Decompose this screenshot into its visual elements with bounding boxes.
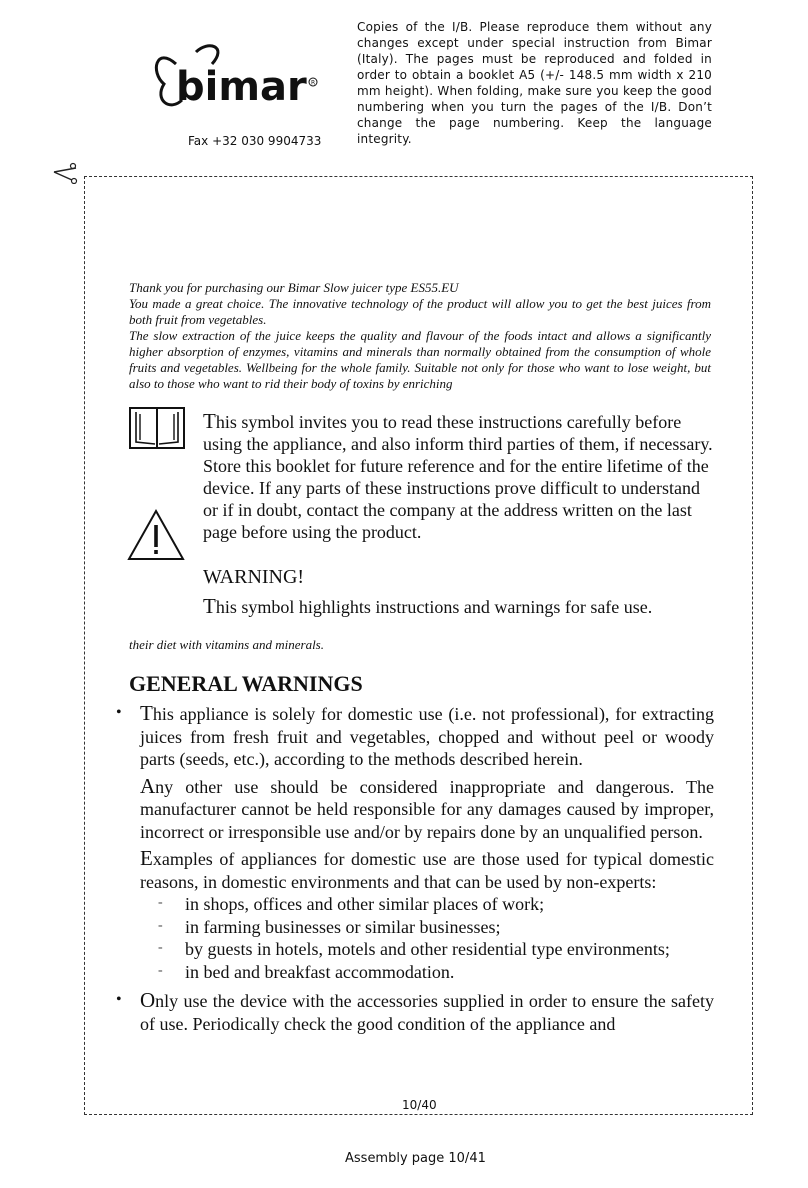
list-item: - in bed and breakfast accommodation. <box>158 961 455 982</box>
intro-line: You made a great choice. The innovative technology of the product will allow you to get the best juices from both fruit from vegetables. <box>129 296 711 327</box>
intro-line: Thank you for purchasing our Bimar Slow juicer type ES55.EU <box>129 280 459 295</box>
paragraph: Any other use should be considered inappropriate and dangerous. The manufacturer cannot be held responsible for any damages caused by improper, incorrect or irresponsible use and/or by repairs done by an unqualified person. <box>140 773 714 842</box>
general-warnings-list <box>114 702 714 1035</box>
open-book-icon <box>128 402 186 452</box>
bullet-icon: • <box>116 704 122 721</box>
intro-tail-text: their diet with vitamins and minerals. <box>129 637 324 652</box>
examples-list <box>114 893 714 983</box>
list-item: - by guests in hotels, motels and other residential type environments; <box>158 939 670 959</box>
warning-title: WARNING! <box>203 566 305 588</box>
scissors-icon <box>52 162 78 184</box>
read-instructions-text: This symbol invites you to read these instructions carefully before using the appliance, and also inform third parties of them, if necessary. Store this booklet for future reference and for the entire lifetime of the device. If any parts of these instructions prove difficult to understand or if in doubt, contact the company at the address written on the last page before using the product. <box>203 409 713 542</box>
list-item <box>114 702 714 893</box>
intro-line: The slow extraction of the juice keeps the quality and flavour of the foods intact and allows a significantly higher absorption of enzymes, vitamins and minerals than normally obtained from the consumption of whole fruits and vegetables. Wellbeing for the whole family. Suitable not only for those who want to lose weight, but also to those who want to rid their body of toxins by enriching <box>129 328 711 391</box>
warning-text: This symbol highlights instructions and warnings for safe use. <box>203 594 653 618</box>
list-item: - in shops, offices and other similar places of work; <box>158 894 545 914</box>
list-item: - in farming businesses or similar businesses; <box>158 916 501 937</box>
paragraph: This appliance is solely for domestic use (i.e. not professional), for extracting juices from fresh fruit and vegetables, chopped and without peel or woody parts (seeds, etc.), according to the methods described herein. <box>140 701 714 769</box>
fax-number: Fax +32 030 9904733 <box>188 134 322 148</box>
svg-text:R: R <box>311 79 316 87</box>
svg-text:bimar: bimar <box>176 64 307 110</box>
section-heading: GENERAL WARNINGS <box>129 671 363 696</box>
paragraph: Examples of appliances for domestic use are those used for typical domestic reasons, in domestic environments and that can be used by non-experts: <box>140 846 714 892</box>
page-number: 10/40 <box>402 1098 437 1112</box>
paragraph: Only use the device with the accessories supplied in order to ensure the safety of use. Periodically check the good condition of the appliance and <box>140 988 714 1034</box>
copy-instructions: Copies of the I/B. Please reproduce them without any changes except under special instruction from Bimar (Italy). The pages must be reproduced and folded in order to obtain a booklet A5 (+/- 148.5 mm width x 210 mm height). When folding, make sure you keep the good numbering when you turn the pages of the I/B. Don’t change the page numbering. Keep the language integrity. <box>357 20 712 146</box>
list-item <box>114 989 714 1035</box>
warning-triangle-icon <box>126 508 186 562</box>
bullet-icon: • <box>116 991 122 1008</box>
bimar-logo <box>150 42 320 116</box>
assembly-page-label: Assembly page 10/41 <box>345 1151 486 1166</box>
intro-text <box>129 280 711 392</box>
